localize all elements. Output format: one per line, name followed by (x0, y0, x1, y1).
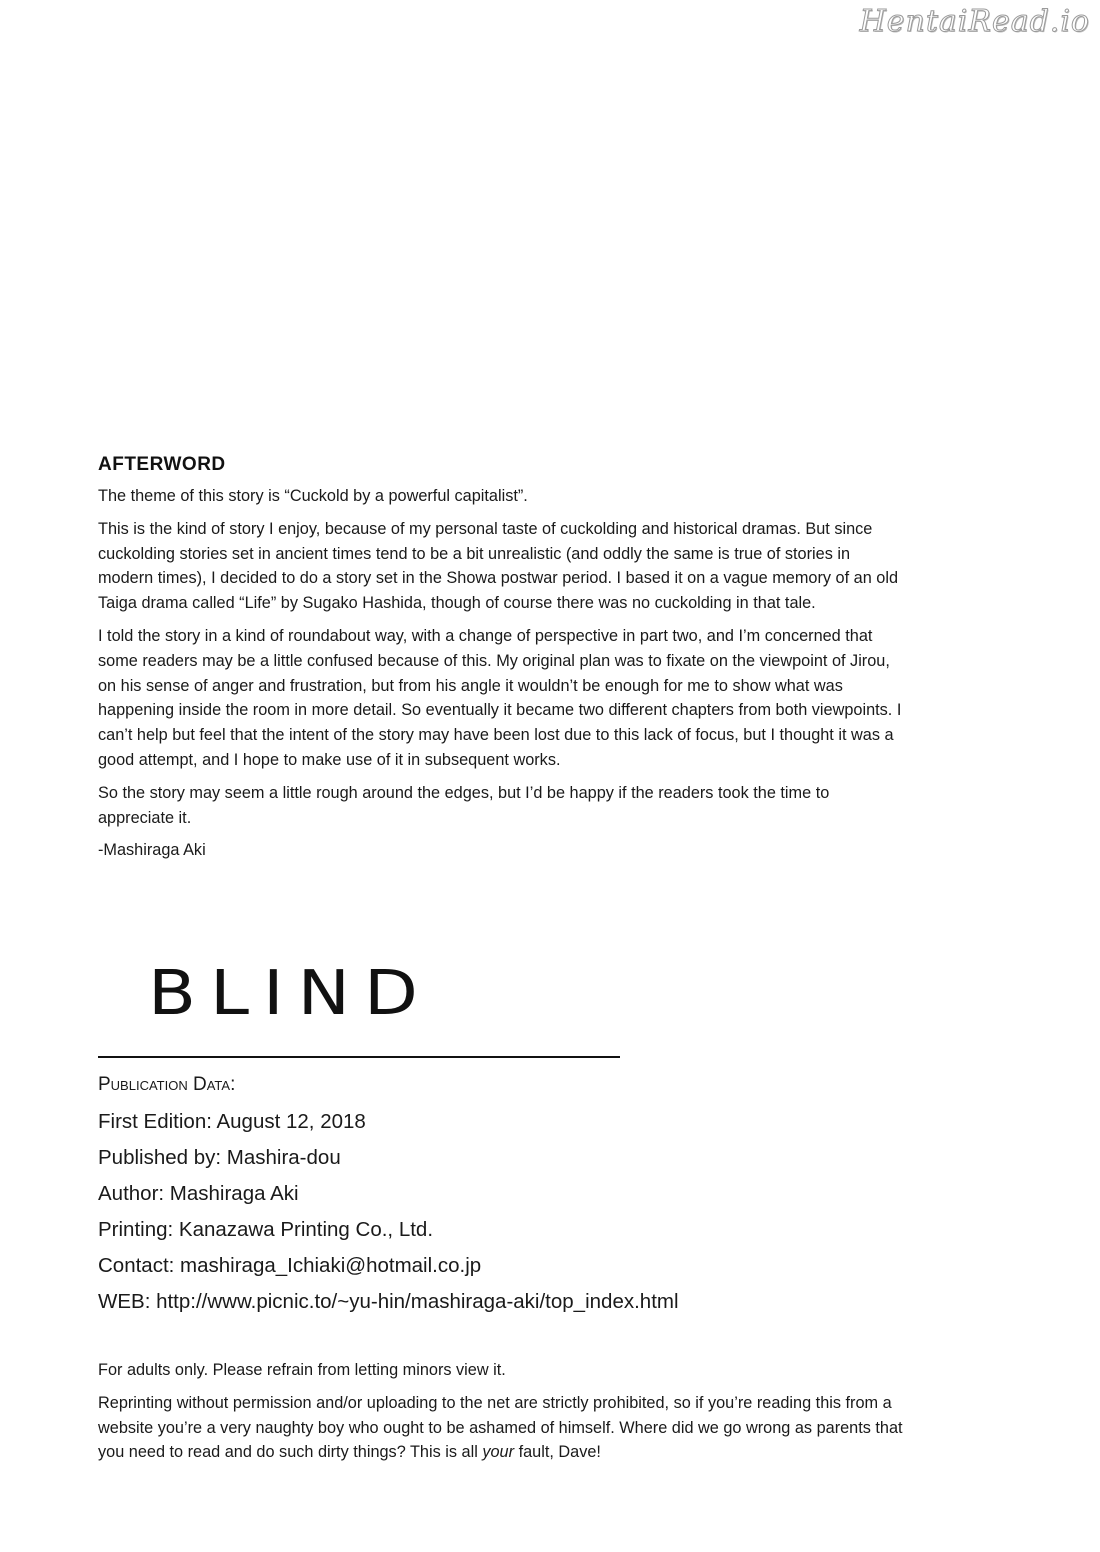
publication-printing: Printing: Kanazawa Printing Co., Ltd. (98, 1218, 434, 1241)
reprint-notice-emphasis: your (482, 1443, 515, 1462)
reprint-notice-end: fault, Dave! (514, 1443, 601, 1462)
author-signature: -Mashiraga Aki (98, 841, 206, 860)
title-logo: BLIND (148, 956, 432, 1029)
publication-contact: Contact: mashiraga_Ichiaki@hotmail.co.jp (98, 1254, 482, 1277)
publication-data (98, 1074, 679, 1320)
watermark-logo: HentaiRead.io (859, 4, 1090, 39)
publication-heading: Publication Data: (98, 1074, 236, 1095)
afterword-paragraph-4: So the story may seem a little rough around the edges, but I’d be happy if the readers took the time to appreciate it. (98, 783, 830, 827)
reprint-notice (98, 1391, 918, 1465)
afterword-section (98, 454, 908, 871)
afterword-paragraph-3: I told the story in a kind of roundabout way, with a change of perspective in part two, and I’m concerned that some readers may be a little confused because of this. My original plan was to fixate on the viewpoint of Jirou, on his sense of anger and frustration, but from his angle it wouldn’t be enough for me to show what was happening inside the room in more detail. So eventually it became two different chapters from both viewpoints. I can’t help but feel that the intent of the story may have been lost due to this lack of focus, but I thought it was a good attempt, and I hope to make use of it in subsequent works. (98, 626, 902, 769)
publication-web: WEB: http://www.picnic.to/~yu-hin/mashiraga-aki/top_index.html (98, 1290, 679, 1313)
publication-publisher: Published by: Mashira-dou (98, 1146, 341, 1169)
adults-only-notice: For adults only. Please refrain from letting minors view it. (98, 1361, 506, 1379)
legal-notice (98, 1358, 918, 1473)
afterword-heading: AFTERWORD (98, 454, 226, 475)
afterword-paragraph-1: The theme of this story is “Cuckold by a powerful capitalist”. (98, 487, 528, 505)
publication-first-edition: First Edition: August 12, 2018 (98, 1110, 366, 1133)
title-divider (98, 1056, 620, 1058)
afterword-paragraph-2: This is the kind of story I enjoy, because of my personal taste of cuckolding and historical dramas. But since cuckolding stories set in ancient times tend to be a bit unrealistic (and oddly the same is true of stories in modern times), I decided to do a story set in the Showa postwar period. I based it on a vague memory of an old Taiga drama called “Life” by Sugako Hashida, though of course there was no cuckolding in that tale. (98, 519, 899, 613)
reprint-notice-text: Reprinting without permission and/or uploading to the net are strictly prohibited, so if you’re reading this from a website you’re a very naughty boy who ought to be ashamed of himself. Where did we go wrong as parents that you need to read and do such dirty things? This is all (98, 1393, 903, 1462)
publication-author: Author: Mashiraga Aki (98, 1182, 299, 1205)
